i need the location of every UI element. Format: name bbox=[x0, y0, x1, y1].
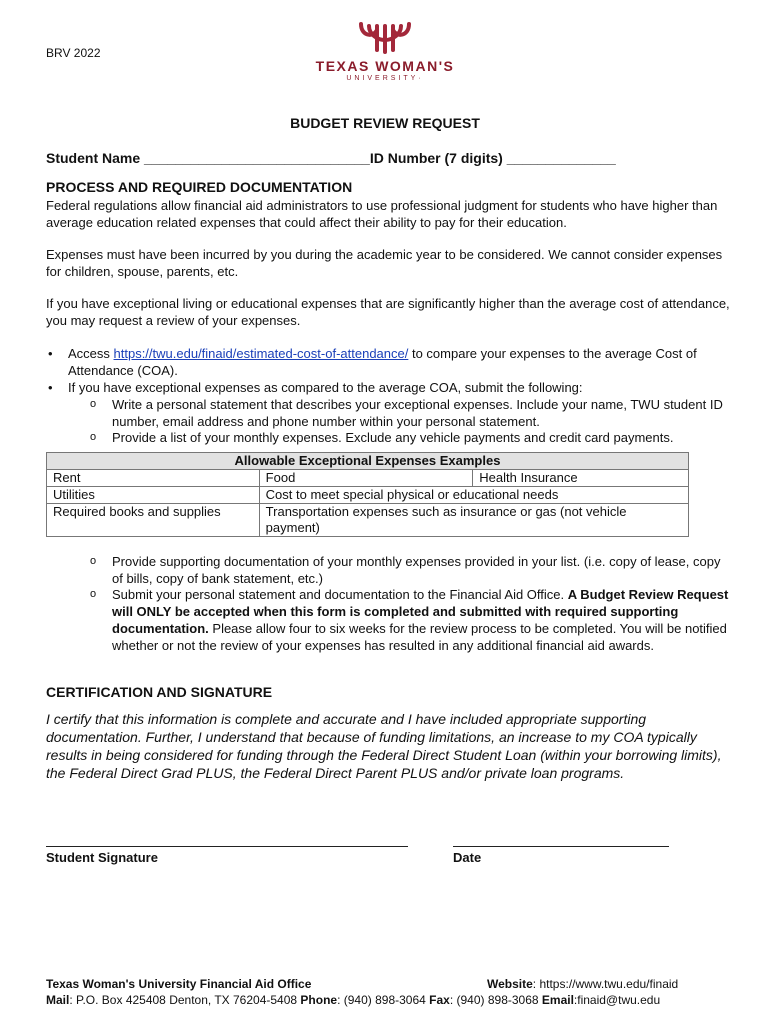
sub-item-submit-statement bbox=[90, 586, 730, 654]
form-code: BRV 2022 bbox=[46, 46, 101, 60]
process-paragraph-3: If you have exceptional living or educational expenses that are significantly higher than the average cost of attendance, you may request a review of your expenses. bbox=[46, 296, 730, 328]
student-name-field[interactable]: _____________________________ bbox=[144, 150, 370, 166]
table-cell: Cost to meet special physical or educational needs bbox=[259, 487, 688, 504]
sub4-text-post: Please allow four to six weeks for the review process to be completed. You will be notified whether or not the review of your expenses has resulted in any additional financial aid awards. bbox=[112, 621, 727, 653]
table-cell: Transportation expenses such as insurance or gas (not vehicle payment) bbox=[259, 504, 688, 537]
email-label: Email bbox=[541, 993, 574, 1007]
certification-heading: CERTIFICATION AND SIGNATURE bbox=[46, 684, 273, 700]
table-cell: Food bbox=[259, 470, 473, 487]
sub4-text-pre: Submit your personal statement and documentation to the Financial Aid Office. bbox=[112, 587, 568, 602]
bullet-dot-icon: • bbox=[48, 346, 53, 361]
logo-subtitle: UNIVERSITY· bbox=[346, 75, 424, 82]
sub3-text: Provide supporting documentation of your monthly expenses provided in your list. (i.e. copy of lease, copy of bills, copy of bank statement, etc.) bbox=[112, 554, 721, 586]
circle-bullet-icon: o bbox=[90, 555, 97, 567]
sub1-text: Write a personal statement that describes your exceptional expenses. Include your name, TWU student ID number, email address and phone number within your personal statement. bbox=[112, 397, 723, 429]
phone-label: Phone bbox=[300, 993, 338, 1007]
footer bbox=[46, 976, 746, 1008]
process-paragraph-1: Federal regulations allow financial aid administrators to use professional judgment for students who have higher than average education related expenses that could affect their ability to pay for their education. bbox=[46, 198, 718, 230]
process-paragraph-2: Expenses must have been incurred by you during the academic year to be considered. We cannot consider expenses for children, spouse, parents, etc. bbox=[46, 247, 723, 279]
signature-line[interactable] bbox=[46, 846, 408, 847]
fax-label: Fax bbox=[429, 993, 450, 1007]
fax-value: : (940) 898-3068 bbox=[449, 993, 542, 1007]
circle-bullet-icon: o bbox=[90, 431, 97, 443]
table-cell: Utilities bbox=[47, 487, 260, 504]
circle-bullet-icon: o bbox=[90, 398, 97, 410]
process-heading: PROCESS AND REQUIRED DOCUMENTATION bbox=[46, 179, 353, 195]
table-cell: Health Insurance bbox=[473, 470, 689, 487]
student-name-label: Student Name bbox=[46, 150, 141, 166]
bullet-dot-icon: • bbox=[48, 380, 53, 395]
university-logo bbox=[300, 20, 470, 95]
sub-item-expenses-list bbox=[90, 429, 730, 446]
expenses-table bbox=[46, 452, 689, 537]
certification-text: I certify that this information is complete and accurate and I have included appropriate supporting documentation. Further, I understand that because of funding limitations, an increase to my COA typically results in being considered for funding through the Federal Direct Student Loan (within your borrowing limits), the Federal Direct Grad PLUS, the Federal Direct Parent PLUS and/or private loan programs. bbox=[46, 711, 722, 781]
website-label: Website bbox=[487, 977, 533, 991]
email-value[interactable]: :finaid@twu.edu bbox=[573, 993, 661, 1007]
date-block[interactable] bbox=[453, 838, 669, 865]
bullet-coa-link bbox=[48, 345, 738, 379]
table-row bbox=[47, 504, 689, 537]
sub-item-statement bbox=[90, 396, 730, 430]
student-signature-block[interactable] bbox=[46, 838, 408, 865]
table-cell: Rent bbox=[47, 470, 260, 487]
bullet2-text: If you have exceptional expenses as compared to the average COA, submit the following: bbox=[68, 380, 583, 395]
table-row bbox=[47, 470, 689, 487]
student-info-line bbox=[46, 150, 616, 166]
table-header: Allowable Exceptional Expenses Examples bbox=[47, 453, 689, 470]
footer-office: Texas Woman's University Financial Aid Office bbox=[46, 977, 312, 991]
mail-value: : P.O. Box 425408 Denton, TX 76204-5408 bbox=[69, 993, 301, 1007]
bullet1-text-pre: Access bbox=[68, 346, 114, 361]
logo-wordmark: TEXAS WOMAN'S bbox=[315, 58, 455, 74]
table-row bbox=[47, 487, 689, 504]
bullet1-text-post: to compare your expenses to the average Cost of Attendance (COA). bbox=[68, 346, 697, 378]
phone-value: : (940) 898-3064 bbox=[337, 993, 430, 1007]
student-signature-label: Student Signature bbox=[46, 850, 158, 865]
page-title: BUDGET REVIEW REQUEST bbox=[290, 115, 480, 131]
bullet-submit bbox=[48, 379, 738, 396]
id-number-label: ID Number (7 digits) bbox=[369, 150, 503, 166]
sub2-text: Provide a list of your monthly expenses. Exclude any vehicle payments and credit card payments. bbox=[112, 430, 674, 445]
date-line[interactable] bbox=[453, 846, 669, 847]
website-value[interactable]: : https://www.twu.edu/finaid bbox=[532, 977, 679, 991]
sub-item-supporting-docs bbox=[90, 553, 730, 587]
twu-emblem-icon bbox=[355, 20, 415, 54]
date-label: Date bbox=[453, 850, 482, 865]
sub4-text-bold: A Budget Review Request will ONLY be accepted when this form is completed and submitted with required supporting documentation. bbox=[112, 587, 729, 636]
table-cell: Required books and supplies bbox=[47, 504, 260, 537]
mail-label: Mail bbox=[46, 993, 70, 1007]
circle-bullet-icon: o bbox=[90, 588, 97, 600]
id-number-field[interactable]: ______________ bbox=[506, 150, 616, 166]
coa-link[interactable]: https://twu.edu/finaid/estimated-cost-of-attendance/ bbox=[113, 346, 409, 361]
